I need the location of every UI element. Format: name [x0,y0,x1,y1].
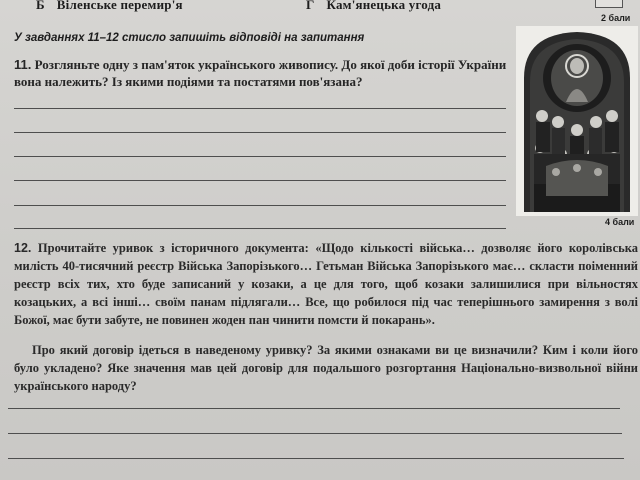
answer-line[interactable] [14,180,506,181]
option-g-letter: Г [306,0,315,12]
answer-line[interactable] [14,205,506,206]
option-g [306,0,441,13]
score-top: 2 бали [601,13,631,23]
icon-painting-image [516,26,638,216]
question-12-text: Прочитайте уривок з історичного документа: «Щодо кількості війська… дозволяє його королівська милість 40-тисячний реєстр Війська Запорізького… Гетьман Війська Запорізького має… скласти поіменний реєстр всіх тих, хто буде записаний у козаки, а це для того, щоб козаки залишилися при вільностях козацьких, а всі інші… своїм панам підлягали… Все, що робилося під час теперішнього замирення з волі Божої, має бути забуте, не повинен жоден пан чинити помсти й покарань». [14,241,639,327]
question-12-prompt: Про який договір ідеться в наведеному уривку? За якими ознаками ви це визначили? Ким і коли його було укладено? Яке значення мав цей договір для подальшого розгортання Національно-визвольної війни українського народу? [14,343,638,393]
question-12 [14,239,638,329]
answer-line[interactable] [8,458,624,459]
question-11-number: 11. [14,57,32,72]
section-heading: У завданнях 11–12 стисло запишіть відповіді на запитання [14,32,365,44]
score-q11: 4 бали [605,217,635,227]
question-11 [14,56,514,90]
answer-line[interactable] [8,433,622,434]
answer-line[interactable] [14,108,506,109]
option-b-letter: Б [36,0,45,12]
answer-line[interactable] [14,132,506,133]
option-g-text: Кам'янецька угода [326,0,442,12]
option-b-text: Віленське перемир'я [56,0,183,12]
icon-painting [516,26,638,216]
option-b [36,0,183,13]
answer-line[interactable] [14,228,506,229]
answer-line[interactable] [14,156,506,157]
score-box [595,0,623,8]
answer-line[interactable] [8,408,620,409]
question-11-text: Розгляньте одну з пам'яток українського живопису. До якої доби історії України вона належить? Із якими подіями та постатями пов'язана? [14,57,507,89]
question-12-number: 12. [14,241,32,255]
